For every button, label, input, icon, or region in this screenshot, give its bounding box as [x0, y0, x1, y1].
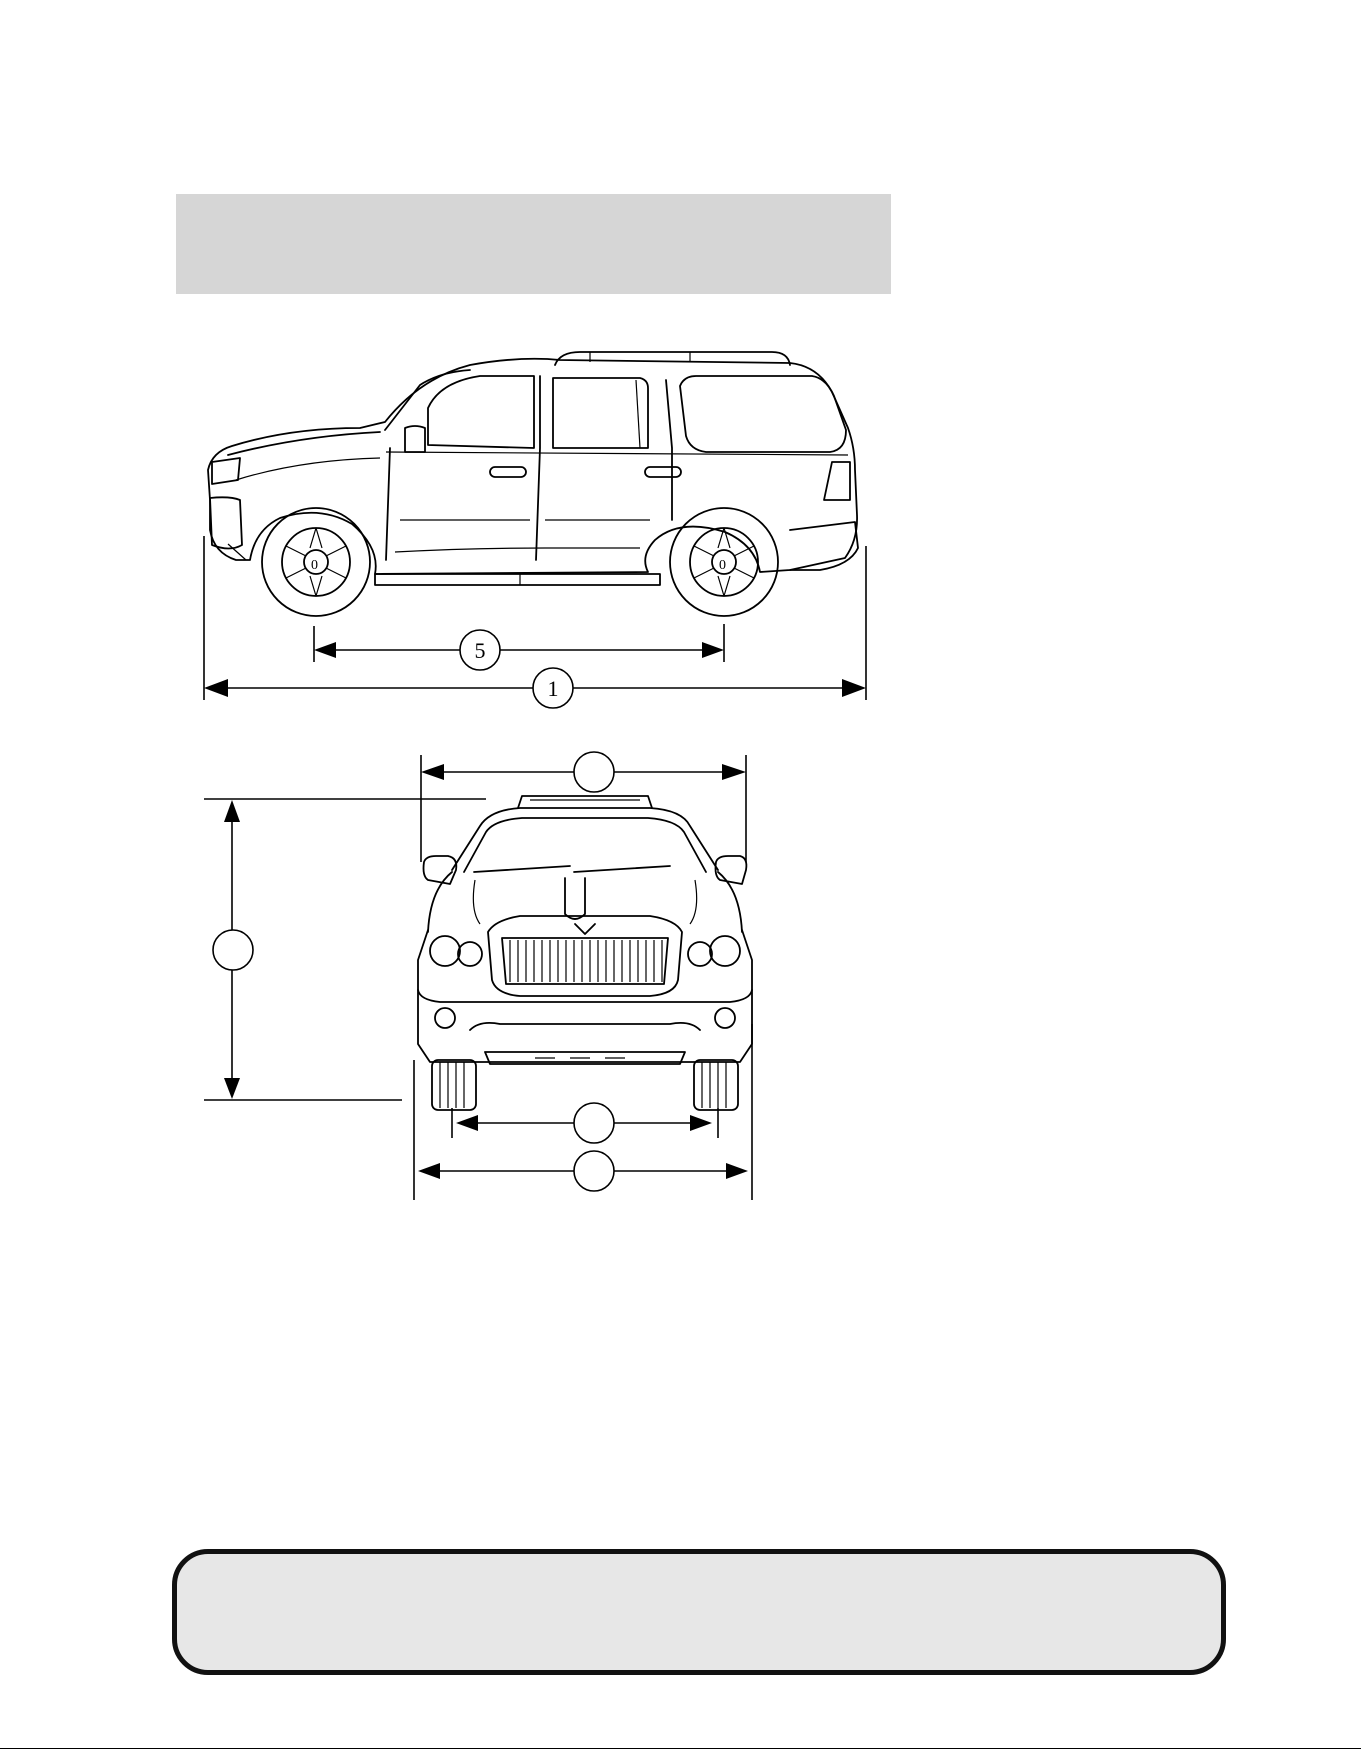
svg-text:0: 0: [719, 558, 726, 573]
side-view-icon: [208, 352, 858, 616]
bottom-rule: [0, 1748, 1361, 1749]
callout-overall-height: [213, 930, 253, 970]
footer-box: [172, 1549, 1226, 1675]
callout-overall-width-mirrors: [574, 752, 614, 792]
callout-overall-length: [533, 668, 573, 708]
svg-text:0: 0: [311, 558, 318, 573]
svg-text:5: 5: [474, 638, 486, 663]
callout-wheelbase: [460, 630, 500, 670]
callout-overall-width: [574, 1151, 614, 1191]
svg-text:1: 1: [547, 676, 559, 701]
front-view-icon: [418, 796, 752, 1110]
callout-track-width: [574, 1103, 614, 1143]
